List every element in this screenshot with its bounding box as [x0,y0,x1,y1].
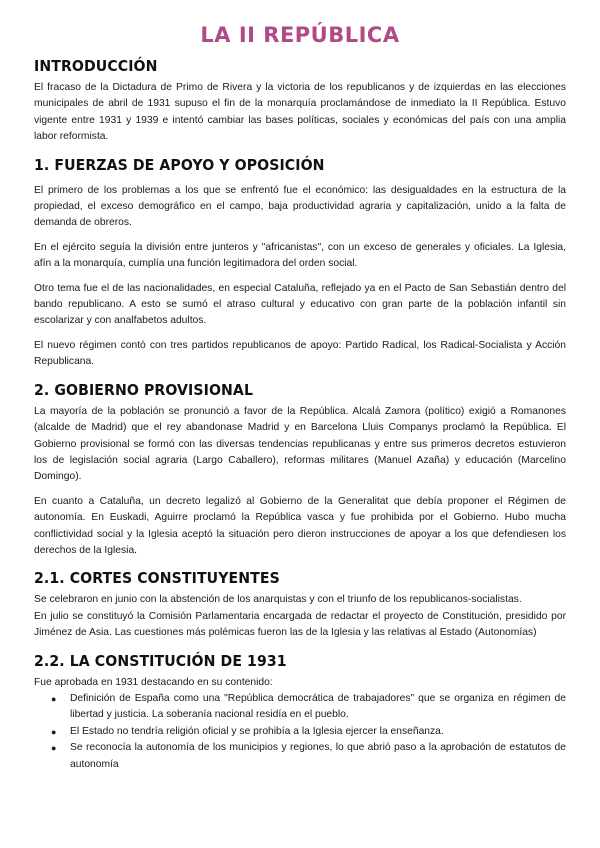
list-item: ● Se reconocía la autonomía de los municipios y regiones, lo que abrió paso a la aprobación de estatutos de autonomía [70,740,566,773]
intro-paragraph: El fracaso de la Dictadura de Primo de Rivera y la victoria de los republicanos y de izquierdas en las elecciones municipales de abril de 1931 supuso el fin de la monarquía proclamándose de inmediato la II República. Estuvo vigente entre 1931 y 1939 e intentó cambiar las bases políticas, sociales y económicas del país con una amplia labor reformista. [34,82,566,143]
heading-gobierno-provisional: 2. GOBIERNO PROVISIONAL [34,380,254,399]
s2-paragraph-1: La mayoría de la población se pronunció a favor de la República. Alcalá Zamora (político) exigió a Romanones (alcalde de Madrid) que el rey abandonase Madrid y en Barcelona Lluis Companys proclamó la República. El Gobierno provisional se formó con las diversas tendencias republicanas y entre sus primeros decretos estuvieron los de legislación social agraria (Largo Caballero), reformas militares (Manuel Azaña) y educación (Marcelino Domingo). [34,405,566,483]
heading-constitucion-1931: 2.2. LA CONSTITUCIÓN DE 1931 [34,651,287,670]
s1-paragraph-1: El primero de los problemas a los que se enfrentó fue el económico: las desigualdades en la estructura de la propiedad, el exceso demográfico en el campo, baja productividad agraria y capitalización, unido a la falta de demanda de obreros. [34,184,566,229]
constitution-list [34,691,566,773]
s22-intro: Fue aprobada en 1931 destacando en su contenido: [34,676,273,688]
heading-introduccion: INTRODUCCIÓN [34,57,158,75]
page-title: LA II REPÚBLICA [200,23,400,47]
s2-paragraph-2: En cuanto a Cataluña, un decreto legalizó al Gobierno de la Generalitat que debía proponer el Régimen de autonomía. En Euskadi, Aguirre proclamó la República vasca y fue prohibida por el Gobierno. Hubo mucha conflictividad social y la Iglesia aceptó la situación pero dieron instrucciones de apoyar a los que defendiesen los derechos de la Iglesia. [34,495,566,556]
s1-paragraph-4: El nuevo régimen contó con tres partidos republicanos de apoyo: Partido Radical, los Radical-Socialista y Acción Republicana. [34,339,566,368]
s1-paragraph-3: Otro tema fue el de las nacionalidades, en especial Cataluña, reflejado ya en el Pacto de San Sebastián dentro del bando republicano. A esto se sumó el atraso cultural y educativo con gran parte de la población infantil sin escolarizar y con analfabetos adultos. [34,282,566,327]
heading-fuerzas-apoyo: 1. FUERZAS DE APOYO Y OPOSICIÓN [34,155,325,174]
heading-cortes-constituyentes: 2.1. CORTES CONSTITUYENTES [34,569,280,588]
list-item: ● El Estado no tendría religión oficial y se prohibía a la Iglesia ejercer la enseñanza. [70,724,566,740]
s21-paragraph-1: Se celebraron en junio con la abstención de los anarquistas y con el triunfo de los republicanos-socialistas. [34,594,522,606]
s21-paragraph-2: En julio se constituyó la Comisión Parlamentaria encargada de redactar el proyecto de Constitución, presidido por Jiménez de Asia. Las cuestiones más polémicas fueron las de la Iglesia y las relativas al Estado (Autonomías) [34,610,566,639]
list-item: ● Definición de España como una "República democrática de trabajadores" que se organiza en régimen de libertad y justicia. La soberanía nacional residía en el pueblo. [70,691,566,724]
s1-paragraph-2: En el ejército seguía la división entre junteros y "africanistas", con un exceso de generales y oficiales. La Iglesia, afín a la monarquía, cumplía una función legitimadora del orden social. [34,241,566,270]
